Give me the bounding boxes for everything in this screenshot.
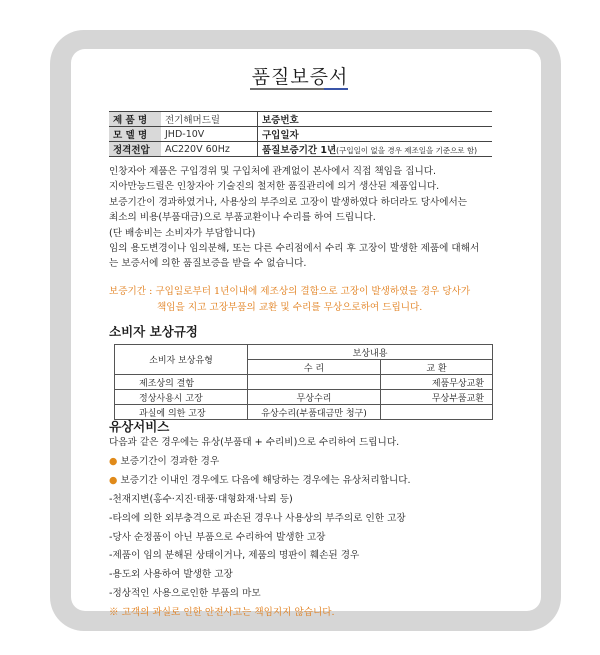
intro-line: 최소의 비용(부품대금)으로 부품교환이나 수리를 하여 드립니다.: [109, 212, 376, 224]
type-cell: 과실에 의한 고장: [115, 405, 248, 420]
intro-paragraph: [109, 164, 509, 272]
table-row: [115, 405, 493, 420]
info-label-2: [258, 142, 493, 157]
paid-service-heading: 유상서비스: [109, 419, 170, 434]
warranty-period-note: (구입일이 없을 경우 제조일을 기준으로 함): [336, 146, 478, 155]
warranty-line-1: 보증기간 : 구입일로부터 1년이내에 제조상의 결함으로 고장이 발생하였을 경우 당사가: [109, 286, 471, 297]
intro-line: 는 보증서에 의한 품질보증을 받을 수 없습니다.: [109, 258, 307, 270]
paid-item: -정상적인 사용으로인한 부품의 마모: [109, 588, 261, 600]
intro-line: (단 배송비는 소비자가 부담합니다): [109, 227, 256, 239]
intro-line: 지아만능드릴은 인창자아 기술진의 철저한 품질관리에 의거 생산된 제품입니다.: [109, 181, 440, 193]
bullet-item: [109, 453, 519, 472]
info-label: 정격전압: [109, 142, 161, 157]
bullet-dot-icon: ●: [109, 474, 118, 486]
content-header: 보상내용: [248, 345, 493, 360]
paid-service-section: [109, 434, 519, 623]
type-cell: 정상사용시 고장: [115, 390, 248, 405]
exchange-cell: 제품무상교환: [381, 375, 493, 390]
info-label-2-text: 품질보증기간 1년: [262, 145, 337, 156]
paid-item: -용도외 사용하여 발생한 고장: [109, 569, 233, 581]
exchange-cell: 무상부품교환: [381, 390, 493, 405]
bullet-item: [109, 472, 519, 491]
compensation-heading: 소비자 보상규정: [109, 324, 198, 339]
info-row: [109, 142, 492, 157]
info-label-2-text: 구입일자: [262, 130, 299, 141]
info-row: [109, 127, 492, 142]
table-row: [115, 375, 493, 390]
info-value: JHD-10V: [161, 127, 258, 142]
table-header-row: [115, 345, 493, 360]
info-row: [109, 112, 492, 127]
repair-header: 수 리: [248, 360, 381, 375]
bullet-dot-icon: ●: [109, 455, 118, 467]
info-label: 제 품 명: [109, 112, 161, 127]
warranty-line-2: 책임을 지고 고장부품의 교환 및 수리를 무상으로하여 드립니다.: [157, 301, 423, 313]
product-info-table: [109, 111, 492, 157]
type-header: 소비자 보상유형: [115, 345, 248, 375]
paid-item: -타의에 의한 외부충격으로 파손된 경우나 사용상의 부주의로 인한 고장: [109, 512, 406, 524]
intro-line: 인창자아 제품은 구입경위 및 구입처에 관계없이 본사에서 직접 책임을 집니다.: [109, 166, 437, 177]
intro-line: 임의 용도변경이나 임의분해, 또는 다른 수리점에서 수리 후 고장이 발생한 제품에 대해서: [109, 243, 480, 255]
bullet-text: 보증기간이 경과한 경우: [120, 455, 220, 467]
paid-item: -당사 순정품이 아닌 부품으로 수리하여 발생한 고장: [109, 531, 326, 543]
safety-footnote: ※ 고객의 과실로 인한 안전사고는 책임지지 않습니다.: [109, 607, 335, 619]
intro-line: 보증기간이 경과하였거나, 사용상의 부주의로 고장이 발생하였다 하더라도 당사에서는: [109, 196, 468, 208]
paid-item: -제품이 임의 분해된 상태이거나, 제품의 명판이 훼손된 경우: [109, 550, 360, 562]
type-cell: 제조상의 결함: [115, 375, 248, 390]
repair-cell: [248, 375, 381, 390]
exchange-cell: [381, 405, 493, 420]
paid-service-intro: 다음과 같은 경우에는 유상(부품대 + 수리비)으로 수리하여 드립니다.: [109, 437, 400, 448]
bullet-text: 보증기간 이내인 경우에도 다음에 해당하는 경우에는 유상처리합니다.: [120, 474, 411, 486]
paid-item: -천재지변(홍수·지진·태풍·대형화재·낙뢰 등): [109, 493, 293, 505]
exchange-header: 교 환: [381, 360, 493, 375]
info-label-2-text: 보증번호: [262, 115, 299, 126]
info-value: 전기해머드릴: [161, 112, 258, 127]
page-title: 품질보증서: [251, 66, 349, 88]
title-underline-accent: [324, 88, 348, 90]
repair-cell: 유상수리(부품대금만 청구): [248, 405, 381, 420]
table-row: [115, 390, 493, 405]
info-value: AC220V 60Hz: [161, 142, 258, 157]
info-label: 모 델 명: [109, 127, 161, 142]
info-label-2: [258, 127, 493, 142]
warranty-period-notice: [109, 284, 470, 315]
repair-cell: 무상수리: [248, 390, 381, 405]
compensation-table: [114, 344, 493, 420]
info-label-2: [258, 112, 493, 127]
